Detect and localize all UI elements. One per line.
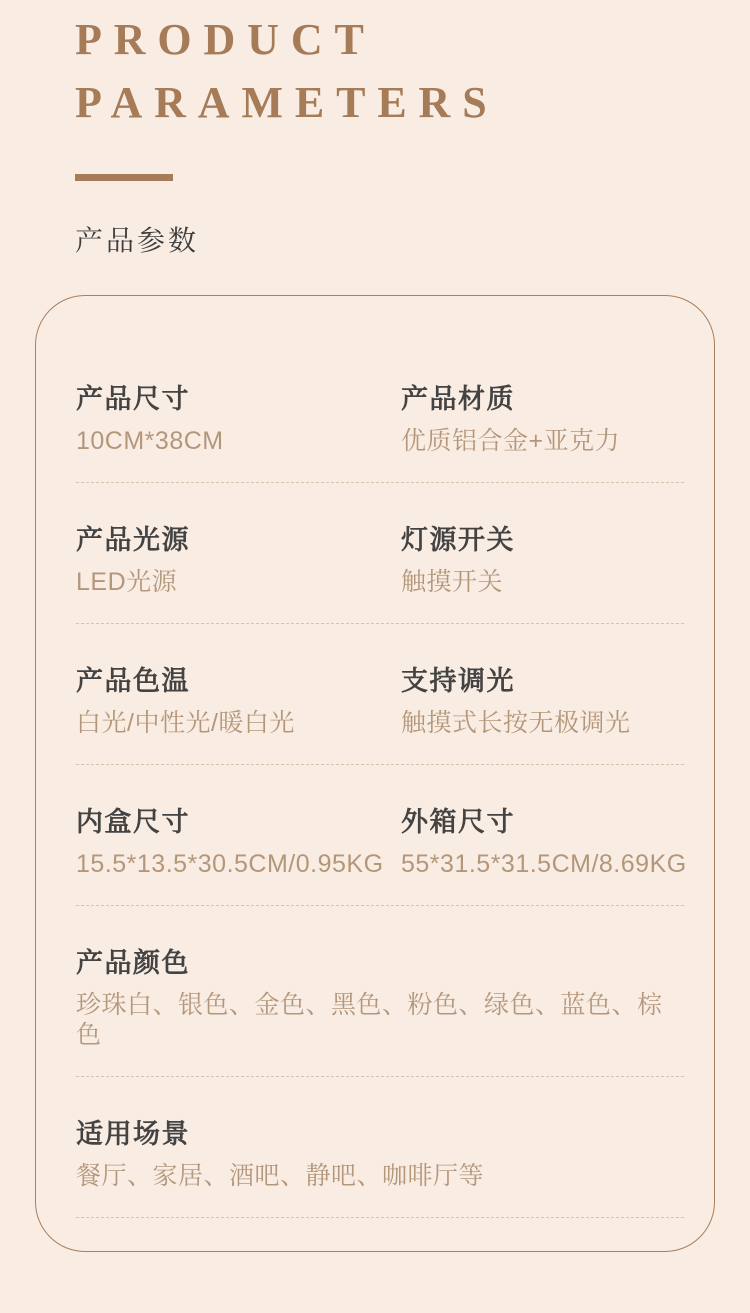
param-row-box-sizes [76, 765, 687, 906]
param-value: 优质铝合金+亚克力 [401, 427, 621, 455]
param-value: 55*31.5*31.5CM/8.69KG [401, 850, 687, 878]
section-header [0, 0, 750, 257]
param-label: 产品光源 [76, 525, 190, 555]
parameters-card [35, 295, 715, 1252]
param-value: LED光源 [76, 568, 178, 596]
param-row-product-colors [76, 906, 684, 1077]
param-cell-light-source [76, 524, 401, 597]
param-cell-light-switch [401, 524, 684, 597]
param-cell-dimming-support [401, 665, 684, 738]
section-title-en-line2: PARAMETERS [75, 78, 499, 127]
title-underline-dash [75, 174, 173, 181]
param-cell-inner-box-size [76, 806, 401, 879]
param-value: 10CM*38CM [76, 427, 224, 455]
param-cell-product-size [76, 383, 401, 456]
param-row-colortemp-dimming [76, 624, 684, 765]
param-label: 适用场景 [76, 1119, 190, 1149]
param-label: 支持调光 [401, 666, 515, 696]
param-cell-product-colors [76, 947, 684, 1050]
param-value: 珍珠白、银色、金色、黑色、粉色、绿色、蓝色、棕色 [76, 991, 663, 1049]
param-row-light-switch [76, 483, 684, 624]
section-title-en [75, 8, 750, 134]
param-label: 产品材质 [401, 384, 515, 414]
param-value: 触摸开关 [401, 568, 504, 596]
param-value: 触摸式长按无极调光 [401, 709, 631, 737]
param-cell-product-material [401, 383, 684, 456]
param-label: 产品颜色 [76, 948, 190, 978]
param-cell-applicable-scenes [76, 1118, 684, 1191]
param-value: 白光/中性光/暖白光 [76, 709, 295, 737]
section-title-en-line1: PRODUCT [75, 15, 376, 64]
param-label: 产品色温 [76, 666, 190, 696]
section-title-cn: 产品参数 [75, 225, 200, 256]
param-label: 外箱尺寸 [401, 807, 515, 837]
param-row-applicable-scenes [76, 1077, 684, 1218]
param-row-size-material [76, 342, 684, 483]
param-cell-color-temperature [76, 665, 401, 738]
param-label: 内盒尺寸 [76, 807, 190, 837]
param-label: 灯源开关 [401, 525, 515, 555]
param-value: 餐厅、家居、酒吧、静吧、咖啡厅等 [76, 1162, 485, 1190]
param-value: 15.5*13.5*30.5CM/0.95KG [76, 850, 384, 878]
param-cell-outer-carton-size [401, 806, 687, 879]
param-label: 产品尺寸 [76, 384, 190, 414]
